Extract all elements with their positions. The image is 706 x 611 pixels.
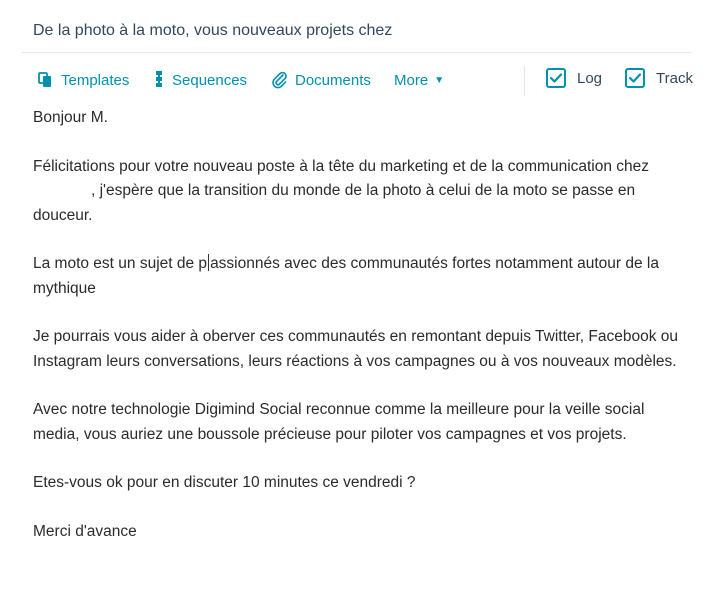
- redacted-company: [33, 180, 91, 196]
- toolbar-divider: [524, 66, 525, 96]
- track-label: Track: [656, 69, 693, 87]
- more-label: More: [394, 71, 429, 89]
- email-toolbar: [38, 66, 706, 94]
- checkmark-icon: [550, 73, 562, 83]
- paperclip-icon: [271, 71, 287, 89]
- greeting: Bonjour M.: [33, 109, 108, 126]
- templates-label: Templates: [61, 71, 130, 89]
- sequences-icon: [154, 70, 164, 90]
- track-checkbox[interactable]: [625, 68, 645, 88]
- email-body-editor[interactable]: [33, 106, 683, 568]
- text-cursor: [208, 254, 209, 271]
- templates-icon: [38, 72, 53, 88]
- sequences-button[interactable]: [154, 66, 247, 94]
- log-checkbox[interactable]: [546, 68, 566, 88]
- paragraph-technology: Avec notre technologie Digimind Social reconnue comme la meilleure pour la veille social media, vous auriez une boussole précieuse pour piloter vos campagnes et vos projets.: [33, 401, 645, 443]
- closing: Merci d'avance: [33, 522, 137, 540]
- track-checkbox-item[interactable]: [625, 68, 693, 88]
- sequences-label: Sequences: [172, 71, 248, 89]
- paragraph-communities: Je pourrais vous aider à oberver ces communautés en remontant depuis Twitter, Facebook ou Instagram leurs conversations, leurs réactions à vos campagnes ou à vos nouveaux modèles.: [33, 328, 679, 370]
- documents-label: Documents: [295, 71, 371, 89]
- log-label: Log: [577, 69, 603, 87]
- paragraph-moto-end: assionnés avec des communautés fortes notamment autour de la mythique: [33, 255, 659, 297]
- paragraph-moto-start: La moto est un sujet de p: [33, 255, 208, 272]
- paragraph-congratulations-start: Félicitations pour votre nouveau poste à la tête du marketing et de la communication chez: [33, 157, 650, 175]
- subject-divider: [22, 52, 692, 53]
- paragraph-moto: [33, 252, 683, 301]
- templates-button[interactable]: [38, 66, 129, 94]
- log-checkbox-item[interactable]: [546, 68, 602, 88]
- documents-button[interactable]: [271, 66, 371, 94]
- chevron-down-icon: ▼: [434, 74, 445, 86]
- paragraph-question: Etes-vous ok pour en discuter 10 minutes ce vendredi ?: [33, 474, 416, 491]
- paragraph-congratulations-end: , j'espère que la transition du monde de la photo à celui de la moto se passe en douceur.: [33, 182, 636, 224]
- checkmark-icon: [629, 73, 641, 83]
- more-dropdown[interactable]: [394, 66, 444, 94]
- paragraph-congratulations: [33, 155, 683, 229]
- subject-line[interactable]: De la photo à la moto, vous nouveaux projets chez: [33, 22, 393, 39]
